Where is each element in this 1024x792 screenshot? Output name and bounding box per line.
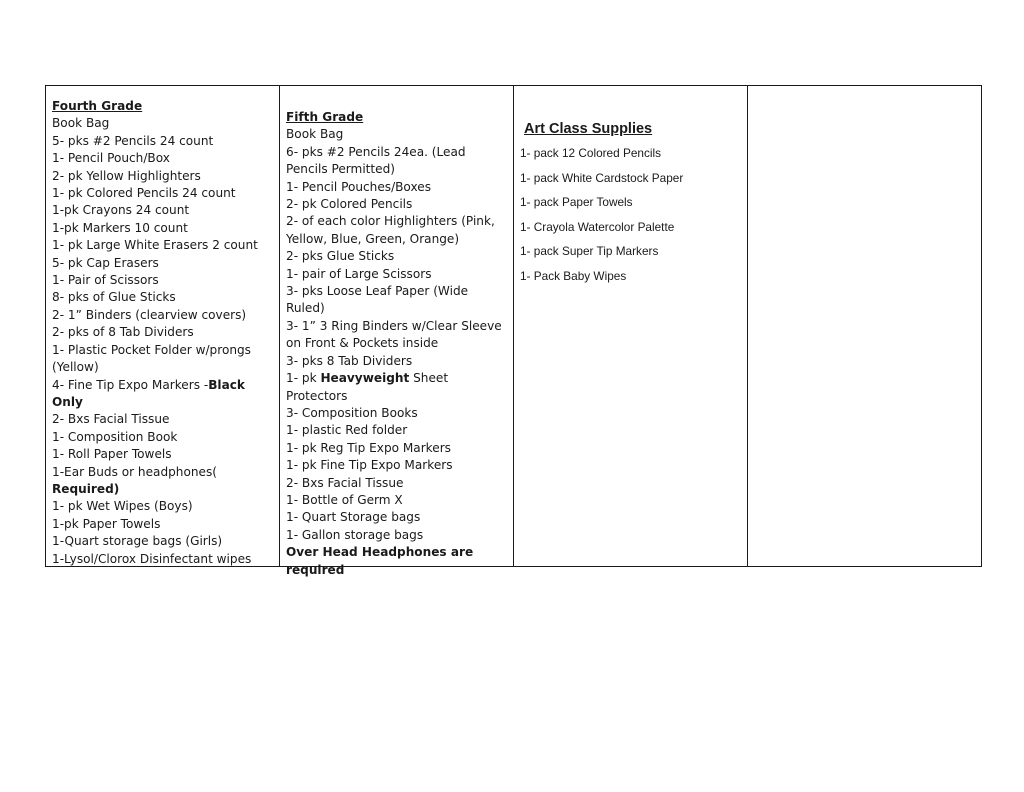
list-item: 3- pks 8 Tab Dividers <box>286 353 413 368</box>
list-item: 5- pk Cap Erasers <box>52 255 159 270</box>
list-item: 1-pk Paper Towels <box>52 516 161 531</box>
art-list-item: 1- pack 12 Colored Pencils <box>520 146 661 160</box>
list-item: Book Bag <box>52 116 110 131</box>
item-text: 1-Ear Buds or headphones( <box>52 464 217 479</box>
list-item: 1- pk Fine Tip Expo Markers <box>286 458 453 473</box>
list-item: 1- Composition Book <box>52 429 178 444</box>
list-item: 1- plastic Red folder <box>286 423 408 438</box>
fifth-grade-heading: Fifth Grade <box>286 110 364 124</box>
list-item: 2- pk Yellow Highlighters <box>52 168 201 183</box>
fifth-grade-note: Over Head Headphones are required <box>286 545 474 577</box>
list-item: 1- pk Wet Wipes (Boys) <box>52 499 193 514</box>
item-text: 4- Fine Tip Expo Markers - <box>52 377 209 392</box>
list-item: 1-Quart storage bags (Girls) <box>52 534 223 549</box>
list-item <box>52 464 274 499</box>
fifth-grade-list <box>286 126 513 544</box>
list-item: 1- pair of Large Scissors <box>286 266 432 281</box>
fourth-grade-list <box>52 115 279 568</box>
empty-column <box>748 86 981 566</box>
list-item: 3- 1” 3 Ring Binders w/Clear Sleeve on Front & Pockets inside <box>286 318 502 351</box>
list-item: 8- pks of Glue Sticks <box>52 290 176 305</box>
list-item: 5- pks #2 Pencils 24 count <box>52 133 214 148</box>
list-item: 1-Lysol/Clorox Disinfectant wipes <box>52 551 252 566</box>
art-list-item: 1- pack Super Tip Markers <box>520 244 659 259</box>
list-item: 1- Pencil Pouches/Boxes <box>286 179 431 194</box>
list-item: 2- 1” Binders (clearview covers) <box>52 307 247 322</box>
list-item <box>286 370 508 405</box>
list-item: 1- pk Large White Erasers 2 count <box>52 238 258 253</box>
list-item: 1- Quart Storage bags <box>286 510 421 525</box>
art-list-item: 1- pack White Cardstock Paper <box>520 170 684 185</box>
list-item: 2- pk Colored Pencils <box>286 197 413 212</box>
list-item: 1- Plastic Pocket Folder w/prongs (Yellow) <box>52 342 251 375</box>
art-class-column <box>514 86 748 566</box>
item-emphasis: Black Only <box>52 377 245 409</box>
list-item: 6- pks #2 Pencils 24ea. (Lead Pencils Permitted) <box>286 144 466 177</box>
item-emphasis: Required) <box>52 481 120 496</box>
supply-list-table <box>45 85 982 577</box>
list-item: 1- Pair of Scissors <box>52 273 159 288</box>
art-list-item: 1- Crayola Watercolor Palette <box>520 219 675 234</box>
list-item: 3- Composition Books <box>286 405 418 420</box>
list-item: Book Bag <box>286 127 344 142</box>
list-item: 2- pks Glue Sticks <box>286 249 395 264</box>
list-item: 1- pk Colored Pencils 24 count <box>52 186 236 201</box>
art-class-heading: Art Class Supplies <box>524 121 653 137</box>
item-emphasis: Heavyweight <box>320 371 410 386</box>
list-item: 2- Bxs Facial Tissue <box>286 475 404 490</box>
list-item: 1- Bottle of Germ X <box>286 492 403 507</box>
list-item: 1-pk Markers 10 count <box>52 220 188 235</box>
fourth-grade-column <box>46 86 280 566</box>
fifth-grade-column <box>280 86 514 577</box>
list-item: 1- pk Reg Tip Expo Markers <box>286 440 451 455</box>
list-item: 2- of each color Highlighters (Pink, Yellow, Blue, Green, Orange) <box>286 214 495 246</box>
list-item: 1-pk Crayons 24 count <box>52 203 190 218</box>
art-list-item: 1- pack Paper Towels <box>520 195 633 210</box>
list-item: 1- Roll Paper Towels <box>52 447 172 462</box>
fourth-grade-heading: Fourth Grade <box>52 99 143 113</box>
list-item: 2- Bxs Facial Tissue <box>52 412 170 427</box>
list-item: 2- pks of 8 Tab Dividers <box>52 325 194 340</box>
art-list-item: 1- Pack Baby Wipes <box>520 268 627 283</box>
item-text-after: Sheet Protectors <box>286 371 449 403</box>
item-text: 1- pk <box>286 371 321 386</box>
art-class-list <box>520 146 747 294</box>
list-item: 3- pks Loose Leaf Paper (Wide Ruled) <box>286 284 469 316</box>
list-item: 1- Gallon storage bags <box>286 527 424 542</box>
list-item <box>52 377 274 412</box>
list-item: 1- Pencil Pouch/Box <box>52 151 170 166</box>
